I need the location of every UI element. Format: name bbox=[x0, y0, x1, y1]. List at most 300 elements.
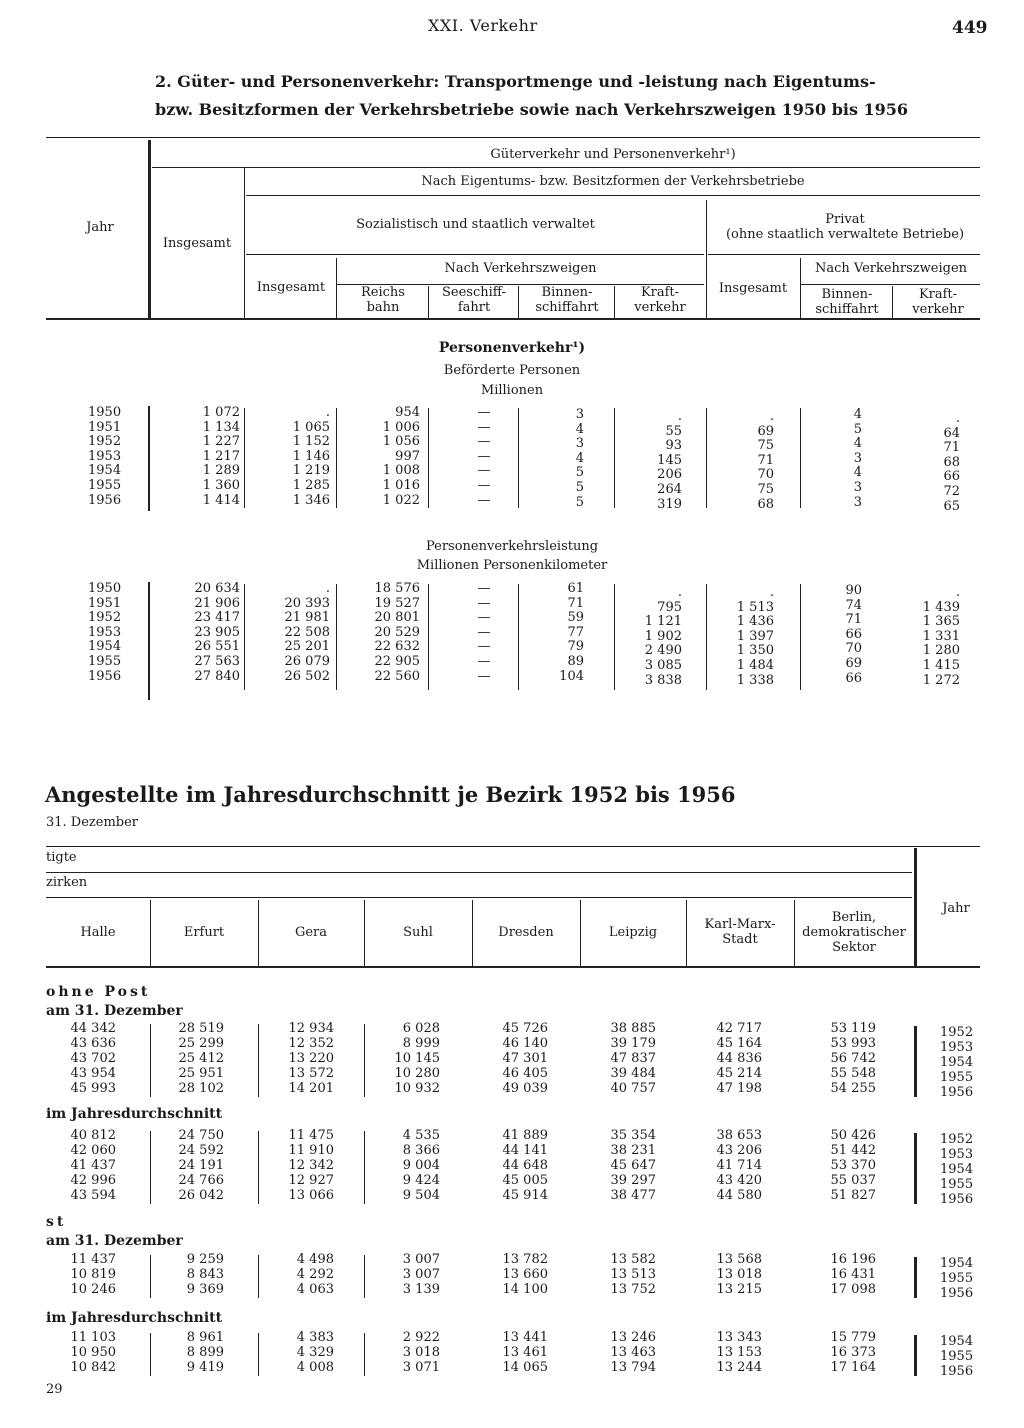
t1-cell-s_total: . bbox=[325, 581, 330, 596]
t1-cell-s_total: 1 065 bbox=[292, 419, 330, 435]
t1-cell-seeschiff: — bbox=[477, 624, 491, 640]
t1-cell-total: 1 289 bbox=[202, 463, 240, 479]
t1-cell-p_kraft: 66 bbox=[943, 469, 960, 485]
t2-cell: 50 426 bbox=[830, 1128, 876, 1143]
t1-cell-total: 27 840 bbox=[194, 668, 240, 684]
t1-cell-reichsbahn: 22 632 bbox=[374, 639, 420, 655]
t1-sec1-sub2: Millionen bbox=[480, 383, 544, 398]
t2-cell: 17 164 bbox=[830, 1360, 876, 1375]
t2-cell: 10 819 bbox=[70, 1267, 116, 1282]
t1-year-cell: 1955 bbox=[88, 654, 122, 669]
t2-block-year-rule bbox=[914, 1026, 917, 1097]
t1-cell-kraft: 1 902 bbox=[644, 628, 682, 644]
t1-cell-reichsbahn: 1 022 bbox=[382, 492, 420, 508]
t2-cell: 44 580 bbox=[716, 1188, 762, 1203]
t1-body-vrule-year-1 bbox=[148, 582, 150, 700]
t1-cell-p_binnen: 3 bbox=[853, 480, 862, 495]
t1-cell-binnen: 79 bbox=[567, 639, 584, 655]
t1-cell-s_total: 1 146 bbox=[292, 448, 330, 464]
t2-cell: 4 292 bbox=[296, 1267, 334, 1282]
t2-cell: 41 889 bbox=[502, 1128, 548, 1143]
t2-cell: 13 660 bbox=[502, 1267, 548, 1282]
t2-cell: 38 477 bbox=[610, 1188, 656, 1203]
t2-block-vrule bbox=[150, 1131, 151, 1204]
t2-cell: 25 299 bbox=[178, 1036, 224, 1051]
t1-year-cell: 1953 bbox=[88, 448, 122, 464]
t1-cell-seeschiff: — bbox=[477, 595, 491, 611]
page-number: 449 bbox=[952, 18, 988, 38]
t1-cell-kraft: 3 085 bbox=[644, 658, 682, 673]
t1-cell-seeschiff: — bbox=[477, 434, 491, 450]
t2-cell: 13 215 bbox=[716, 1282, 762, 1297]
t1-cell-total: 1 414 bbox=[202, 492, 240, 508]
t1-vrule-private bbox=[706, 200, 707, 318]
t1-cell-kraft: 1 121 bbox=[644, 614, 682, 630]
t1-vrule-s-branches bbox=[336, 258, 337, 318]
t1-body-vrule-b-0 bbox=[244, 584, 245, 690]
t1-cell-seeschiff: — bbox=[477, 492, 491, 508]
t2-cell: 12 927 bbox=[288, 1173, 334, 1188]
t2-cell: 16 196 bbox=[830, 1252, 876, 1267]
t2-block-year-rule bbox=[914, 1257, 917, 1298]
t2-cell: 25 951 bbox=[178, 1066, 224, 1081]
t1-vrule-rb bbox=[428, 286, 429, 318]
t1-sec2-sub1: Personenverkehrsleistung bbox=[425, 539, 599, 554]
t1-cell-p_kraft: . bbox=[955, 585, 960, 600]
t2-cell: 13 066 bbox=[288, 1188, 334, 1203]
t1-vrule-p-bin bbox=[892, 286, 893, 318]
t1-cell-kraft: . bbox=[677, 585, 682, 600]
t1-cell-p_kraft: 1 365 bbox=[922, 614, 960, 630]
t2-rule-bottom bbox=[46, 966, 980, 968]
t2-cell: 9 004 bbox=[402, 1158, 440, 1173]
t1-cell-p_binnen: 70 bbox=[845, 641, 862, 657]
t1-cell-reichsbahn: 1 056 bbox=[382, 434, 420, 450]
t2-year-cell: 1954 bbox=[940, 1334, 974, 1349]
t2-block-year-rule bbox=[914, 1133, 917, 1204]
t1-cell-p_binnen: 90 bbox=[845, 583, 862, 598]
t2-year-cell: 1955 bbox=[940, 1271, 974, 1286]
t1-cell-p_binnen: 3 bbox=[853, 450, 862, 466]
t1-cell-p_binnen: 5 bbox=[853, 421, 862, 437]
t1-cell-p_kraft: 72 bbox=[943, 484, 960, 499]
t1-cell-binnen: 71 bbox=[567, 595, 584, 611]
t1-header-s-branches: Nach Verkehrszweigen bbox=[444, 261, 597, 276]
t2-col-header: Gera bbox=[294, 924, 328, 940]
t1-cell-s_total: 21 981 bbox=[284, 610, 330, 626]
t1-cell-seeschiff: — bbox=[477, 668, 491, 684]
t1-cell-kraft: 93 bbox=[665, 438, 682, 454]
t2-cell: 41 714 bbox=[716, 1158, 762, 1173]
t2-cell: 13 463 bbox=[610, 1345, 656, 1360]
t2-block-vrule bbox=[258, 1024, 259, 1097]
t1-header-group: Güterverkehr und Personenverkehr¹) bbox=[490, 147, 736, 162]
t1-rule-bottom bbox=[46, 318, 980, 320]
t2-cell: 13 220 bbox=[288, 1051, 334, 1066]
t1-header-p-total: Insgesamt bbox=[718, 281, 788, 296]
t1-cell-p_total: 1 338 bbox=[736, 672, 774, 688]
t1-cell-p_kraft: 65 bbox=[943, 498, 960, 514]
t2-cell: 44 648 bbox=[502, 1158, 548, 1173]
t1-cell-seeschiff: — bbox=[477, 581, 491, 596]
t1-cell-p_total: . bbox=[769, 585, 774, 600]
t2-block-vrule bbox=[364, 1024, 365, 1097]
t1-cell-reichsbahn: 1 016 bbox=[382, 478, 420, 493]
t2-col-header: Suhl bbox=[403, 924, 433, 940]
t2-cell: 13 572 bbox=[288, 1066, 334, 1081]
t1-year-cell: 1953 bbox=[88, 624, 122, 640]
t1-cell-kraft: 319 bbox=[657, 496, 682, 512]
t1-cell-p_total: 1 397 bbox=[736, 628, 774, 644]
t1-cell-reichsbahn: 20 529 bbox=[374, 624, 420, 640]
t1-cell-binnen: 89 bbox=[567, 654, 584, 669]
t2-cell: 4 535 bbox=[402, 1128, 440, 1143]
t2-cell: 11 437 bbox=[70, 1252, 116, 1267]
t2-cell: 43 954 bbox=[70, 1066, 116, 1081]
t2-block-vrule bbox=[150, 1255, 151, 1298]
t2-cell: 13 752 bbox=[610, 1282, 656, 1297]
t1-header-ownership: Nach Eigentums- bzw. Besitzformen der Verkehrsbetriebe bbox=[421, 174, 805, 189]
t1-vrule-bin bbox=[614, 286, 615, 318]
t2-cell: 43 206 bbox=[716, 1143, 762, 1158]
t1-rule-group bbox=[152, 167, 980, 168]
t2-cell: 25 412 bbox=[178, 1051, 224, 1066]
t1-cell-total: 20 634 bbox=[194, 581, 240, 596]
t2-cell: 26 042 bbox=[178, 1188, 224, 1203]
t2-cell: 12 352 bbox=[288, 1036, 334, 1051]
t2-year-cell: 1953 bbox=[940, 1040, 974, 1055]
t1-year-cell: 1950 bbox=[88, 405, 122, 420]
t2-cell: 3 018 bbox=[402, 1345, 440, 1360]
t1-sec1-sub1: Beförderte Personen bbox=[443, 363, 581, 378]
t1-cell-p_total: . bbox=[769, 409, 774, 424]
t2-year-cell: 1952 bbox=[940, 1025, 974, 1040]
t2-year-cell: 1954 bbox=[940, 1055, 974, 1070]
t2-cell: 15 779 bbox=[830, 1330, 876, 1345]
t2-block-year-rule bbox=[914, 1335, 917, 1376]
t2-year-cell: 1956 bbox=[940, 1364, 974, 1379]
t1-header-social: Sozialistisch und staatlich verwaltet bbox=[356, 217, 595, 232]
t2-cell: 9 424 bbox=[402, 1173, 440, 1188]
t1-cell-s_total: 26 502 bbox=[284, 668, 330, 684]
t2-cell: 24 191 bbox=[178, 1158, 224, 1173]
t1-cell-seeschiff: — bbox=[477, 478, 491, 493]
t2-cell: 53 993 bbox=[830, 1036, 876, 1051]
t2-cell: 10 145 bbox=[394, 1051, 440, 1066]
t1-cell-p_binnen: 66 bbox=[845, 626, 862, 642]
t2-block-vrule bbox=[364, 1333, 365, 1376]
t1-header-p-binnen: Binnen- schiffahrt bbox=[815, 287, 879, 317]
t2-cell: 4 498 bbox=[296, 1252, 334, 1267]
page-footer-mark: 29 bbox=[46, 1382, 63, 1397]
t1-cell-p_total: 68 bbox=[757, 496, 774, 512]
t1-cell-p_total: 71 bbox=[757, 452, 774, 468]
t1-cell-p_kraft: 68 bbox=[943, 454, 960, 470]
t1-vrule-total bbox=[244, 168, 245, 318]
t2-cell: 14 201 bbox=[288, 1081, 334, 1096]
t1-cell-s_total: 22 508 bbox=[284, 624, 330, 640]
t1-cell-seeschiff: — bbox=[477, 405, 491, 420]
t2-cell: 45 005 bbox=[502, 1173, 548, 1188]
t2-year-cell: 1952 bbox=[940, 1132, 974, 1147]
t2-col-header: Erfurt bbox=[183, 924, 225, 940]
t1-cell-p_binnen: 4 bbox=[853, 407, 862, 422]
t2-cell: 2 922 bbox=[402, 1330, 440, 1345]
t1-header-total: Insgesamt bbox=[162, 236, 232, 251]
t1-sec2-sub2: Millionen Personenkilometer bbox=[416, 558, 608, 573]
t2-col-header: Dresden bbox=[498, 924, 554, 940]
t2-cell: 8 999 bbox=[402, 1036, 440, 1051]
t2-cell: 53 370 bbox=[830, 1158, 876, 1173]
t1-cell-s_total: 1 285 bbox=[292, 478, 330, 493]
t1-cell-kraft: 206 bbox=[657, 467, 682, 483]
t2-cell: 46 140 bbox=[502, 1036, 548, 1051]
t1-cell-p_kraft: 1 331 bbox=[922, 628, 960, 644]
t2-cell: 4 329 bbox=[296, 1345, 334, 1360]
t1-header-year: Jahr bbox=[86, 220, 114, 235]
t1-rule-private-top bbox=[708, 254, 980, 255]
t1-header-reichsbahn: Reichs bahn bbox=[361, 285, 405, 315]
t2-cell: 12 934 bbox=[288, 1021, 334, 1036]
t1-year-cell: 1954 bbox=[88, 463, 122, 479]
t2-cell: 55 037 bbox=[830, 1173, 876, 1188]
t2-cell: 43 594 bbox=[70, 1188, 116, 1203]
t1-vrule-year bbox=[148, 140, 151, 318]
t2-rule-a bbox=[46, 872, 912, 873]
t2-cell: 13 343 bbox=[716, 1330, 762, 1345]
t2-cell: 13 582 bbox=[610, 1252, 656, 1267]
t1-cell-total: 1 072 bbox=[202, 405, 240, 420]
t2-cell: 41 437 bbox=[70, 1158, 116, 1173]
table2-date-note: 31. Dezember bbox=[46, 815, 139, 830]
t1-cell-kraft: 2 490 bbox=[644, 643, 682, 659]
t2-cell: 47 301 bbox=[502, 1051, 548, 1066]
t1-cell-s_total: 1 152 bbox=[292, 434, 330, 450]
t1-cell-kraft: 3 838 bbox=[644, 672, 682, 688]
t2-cell: 9 369 bbox=[186, 1282, 224, 1297]
t1-cell-total: 23 905 bbox=[194, 624, 240, 640]
t1-cell-binnen: 4 bbox=[575, 450, 584, 466]
t2-col-header: Halle bbox=[80, 924, 116, 940]
t2-cell: 4 383 bbox=[296, 1330, 334, 1345]
t2-cell: 43 702 bbox=[70, 1051, 116, 1066]
t1-cell-total: 21 906 bbox=[194, 595, 240, 611]
t2-group-label: im Jahresdurchschnitt bbox=[46, 1310, 223, 1326]
t1-cell-p_kraft: 1 415 bbox=[922, 658, 960, 673]
t1-cell-s_total: 20 393 bbox=[284, 595, 330, 611]
t1-cell-seeschiff: — bbox=[477, 448, 491, 464]
t1-rule-branch-p bbox=[800, 284, 980, 285]
t2-group-label: ohne Post bbox=[46, 984, 151, 1000]
t1-header-kraft: Kraft- verkehr bbox=[634, 285, 686, 315]
t1-cell-binnen: 3 bbox=[575, 407, 584, 422]
t2-cell: 46 405 bbox=[502, 1066, 548, 1081]
t1-cell-p_kraft: 1 439 bbox=[922, 599, 960, 615]
t2-cell: 14 100 bbox=[502, 1282, 548, 1297]
t1-cell-kraft: 264 bbox=[657, 482, 682, 497]
t2-vrule-year bbox=[914, 848, 917, 966]
t1-cell-total: 1 134 bbox=[202, 419, 240, 435]
t1-cell-kraft: 145 bbox=[657, 452, 682, 468]
t1-cell-p_binnen: 74 bbox=[845, 597, 862, 613]
t2-cell: 49 039 bbox=[502, 1081, 548, 1096]
t1-cell-p_total: 75 bbox=[757, 482, 774, 497]
t2-cell: 42 060 bbox=[70, 1143, 116, 1158]
t2-year-cell: 1955 bbox=[940, 1070, 974, 1085]
t2-cell: 54 255 bbox=[830, 1081, 876, 1096]
t1-cell-p_kraft: 1 280 bbox=[922, 643, 960, 659]
t1-cell-total: 27 563 bbox=[194, 654, 240, 669]
t1-year-cell: 1955 bbox=[88, 478, 122, 493]
t1-year-cell: 1952 bbox=[88, 610, 122, 626]
t1-cell-p_binnen: 4 bbox=[853, 436, 862, 452]
t1-cell-kraft: . bbox=[677, 409, 682, 424]
table2-title: Angestellte im Jahresdurchschnitt je Bezirk 1952 bis 1956 bbox=[45, 782, 736, 807]
t2-header-zirken: zirken bbox=[46, 875, 88, 890]
t1-cell-p_total: 1 350 bbox=[736, 643, 774, 659]
t2-year-cell: 1956 bbox=[940, 1286, 974, 1301]
t2-cell: 13 794 bbox=[610, 1360, 656, 1375]
t1-cell-binnen: 104 bbox=[559, 668, 584, 684]
t2-cell: 16 373 bbox=[830, 1345, 876, 1360]
t2-cell: 13 782 bbox=[502, 1252, 548, 1267]
t1-cell-reichsbahn: 997 bbox=[395, 448, 420, 464]
t2-cell: 13 568 bbox=[716, 1252, 762, 1267]
t2-cell: 13 461 bbox=[502, 1345, 548, 1360]
t1-cell-binnen: 61 bbox=[567, 581, 584, 596]
t2-cell: 10 932 bbox=[394, 1081, 440, 1096]
t1-cell-seeschiff: — bbox=[477, 419, 491, 435]
t2-cell: 51 827 bbox=[830, 1188, 876, 1203]
t2-cell: 14 065 bbox=[502, 1360, 548, 1375]
t2-cell: 17 098 bbox=[830, 1282, 876, 1297]
t2-cell: 47 837 bbox=[610, 1051, 656, 1066]
t1-cell-s_total: 26 079 bbox=[284, 654, 330, 669]
t2-year-cell: 1954 bbox=[940, 1256, 974, 1271]
t2-cell: 45 164 bbox=[716, 1036, 762, 1051]
t2-cell: 38 231 bbox=[610, 1143, 656, 1158]
t1-rule-top bbox=[46, 137, 980, 138]
t2-header-tigte: tigte bbox=[46, 850, 77, 865]
t2-cell: 40 757 bbox=[610, 1081, 656, 1096]
t1-header-p-kraft: Kraft- verkehr bbox=[912, 287, 964, 317]
t1-cell-reichsbahn: 1 008 bbox=[382, 463, 420, 479]
t2-cell: 9 419 bbox=[186, 1360, 224, 1375]
t1-cell-reichsbahn: 22 905 bbox=[374, 654, 420, 669]
t1-rule-own bbox=[246, 195, 980, 196]
table1-title bbox=[155, 68, 908, 124]
t2-cell: 44 342 bbox=[70, 1021, 116, 1036]
t2-cell: 3 007 bbox=[402, 1267, 440, 1282]
t1-cell-seeschiff: — bbox=[477, 639, 491, 655]
t2-block-vrule bbox=[258, 1131, 259, 1204]
t2-cell: 13 441 bbox=[502, 1330, 548, 1345]
t2-col-header: Leipzig bbox=[608, 924, 658, 940]
t2-cell: 24 766 bbox=[178, 1173, 224, 1188]
t1-cell-p_binnen: 4 bbox=[853, 465, 862, 481]
t1-cell-total: 23 417 bbox=[194, 610, 240, 626]
t2-col-header: Berlin, demokratischer Sektor bbox=[802, 909, 906, 955]
t1-header-binnen: Binnen- schiffahrt bbox=[535, 285, 599, 315]
t1-header-private bbox=[710, 212, 980, 242]
t1-cell-total: 1 217 bbox=[202, 448, 240, 464]
t1-year-cell: 1956 bbox=[88, 492, 122, 508]
t2-cell: 13 246 bbox=[610, 1330, 656, 1345]
t2-cell: 55 548 bbox=[830, 1066, 876, 1081]
t1-cell-p_kraft: . bbox=[955, 411, 960, 426]
t1-cell-seeschiff: — bbox=[477, 610, 491, 626]
t2-cell: 43 636 bbox=[70, 1036, 116, 1051]
t1-cell-s_total: 1 346 bbox=[292, 492, 330, 508]
t2-cell: 24 592 bbox=[178, 1143, 224, 1158]
t2-cell: 28 102 bbox=[178, 1081, 224, 1096]
t2-cell: 56 742 bbox=[830, 1051, 876, 1066]
t1-cell-p_binnen: 71 bbox=[845, 612, 862, 628]
t2-cell: 11 475 bbox=[288, 1128, 334, 1143]
t1-cell-p_total: 70 bbox=[757, 467, 774, 483]
t1-cell-kraft: 55 bbox=[665, 423, 682, 439]
t2-cell: 8 843 bbox=[186, 1267, 224, 1282]
t2-cell: 3 007 bbox=[402, 1252, 440, 1267]
running-header: XXI. Verkehr bbox=[428, 16, 538, 35]
t2-year-cell: 1955 bbox=[940, 1349, 974, 1364]
t1-cell-p_binnen: 3 bbox=[853, 494, 862, 510]
t2-cell: 42 996 bbox=[70, 1173, 116, 1188]
t1-year-cell: 1954 bbox=[88, 639, 122, 655]
t1-cell-seeschiff: — bbox=[477, 654, 491, 669]
t2-cell: 11 910 bbox=[288, 1143, 334, 1158]
t2-cell: 24 750 bbox=[178, 1128, 224, 1143]
t2-cell: 13 153 bbox=[716, 1345, 762, 1360]
t1-cell-p_total: 1 513 bbox=[736, 599, 774, 615]
t1-cell-seeschiff: — bbox=[477, 463, 491, 479]
t1-body-vrule-year-0 bbox=[148, 406, 150, 511]
t2-cell: 10 842 bbox=[70, 1360, 116, 1375]
t1-vrule-p-branches bbox=[800, 258, 801, 318]
t2-block-vrule bbox=[150, 1333, 151, 1376]
t1-cell-kraft: 795 bbox=[657, 599, 682, 615]
t2-cell: 47 198 bbox=[716, 1081, 762, 1096]
t1-year-cell: 1952 bbox=[88, 434, 122, 450]
t2-cell: 53 119 bbox=[830, 1021, 876, 1036]
t2-rule-b bbox=[46, 897, 912, 898]
t2-cell: 9 504 bbox=[402, 1188, 440, 1203]
t2-cell: 11 103 bbox=[70, 1330, 116, 1345]
t2-cell: 10 950 bbox=[70, 1345, 116, 1360]
t1-cell-s_total: 25 201 bbox=[284, 639, 330, 655]
table1-title-line1: 2. Güter- und Personenverkehr: Transportmenge und -leistung nach Eigentums- bbox=[155, 72, 876, 91]
t2-cell: 8 366 bbox=[402, 1143, 440, 1158]
t1-cell-p_total: 69 bbox=[757, 423, 774, 439]
t2-block-vrule bbox=[258, 1255, 259, 1298]
t1-cell-binnen: 3 bbox=[575, 436, 584, 452]
t2-cell: 16 431 bbox=[830, 1267, 876, 1282]
t1-header-private-1: Privat bbox=[825, 212, 865, 227]
t2-block-vrule bbox=[258, 1333, 259, 1376]
t1-cell-binnen: 5 bbox=[575, 494, 584, 510]
t1-header-private-2: (ohne staatlich verwaltete Betriebe) bbox=[725, 227, 965, 242]
t2-group-label: am 31. Dezember bbox=[46, 1003, 183, 1019]
t1-cell-total: 1 360 bbox=[202, 478, 240, 493]
t2-cell: 44 836 bbox=[716, 1051, 762, 1066]
t2-cell: 13 513 bbox=[610, 1267, 656, 1282]
t1-header-s-total: Insgesamt bbox=[256, 280, 326, 295]
t2-cell: 42 717 bbox=[716, 1021, 762, 1036]
t2-header-year: Jahr bbox=[942, 901, 970, 916]
t1-header-p-branches: Nach Verkehrszweigen bbox=[814, 261, 968, 276]
t2-group-label: am 31. Dezember bbox=[46, 1233, 183, 1249]
t2-cell: 8 961 bbox=[186, 1330, 224, 1345]
